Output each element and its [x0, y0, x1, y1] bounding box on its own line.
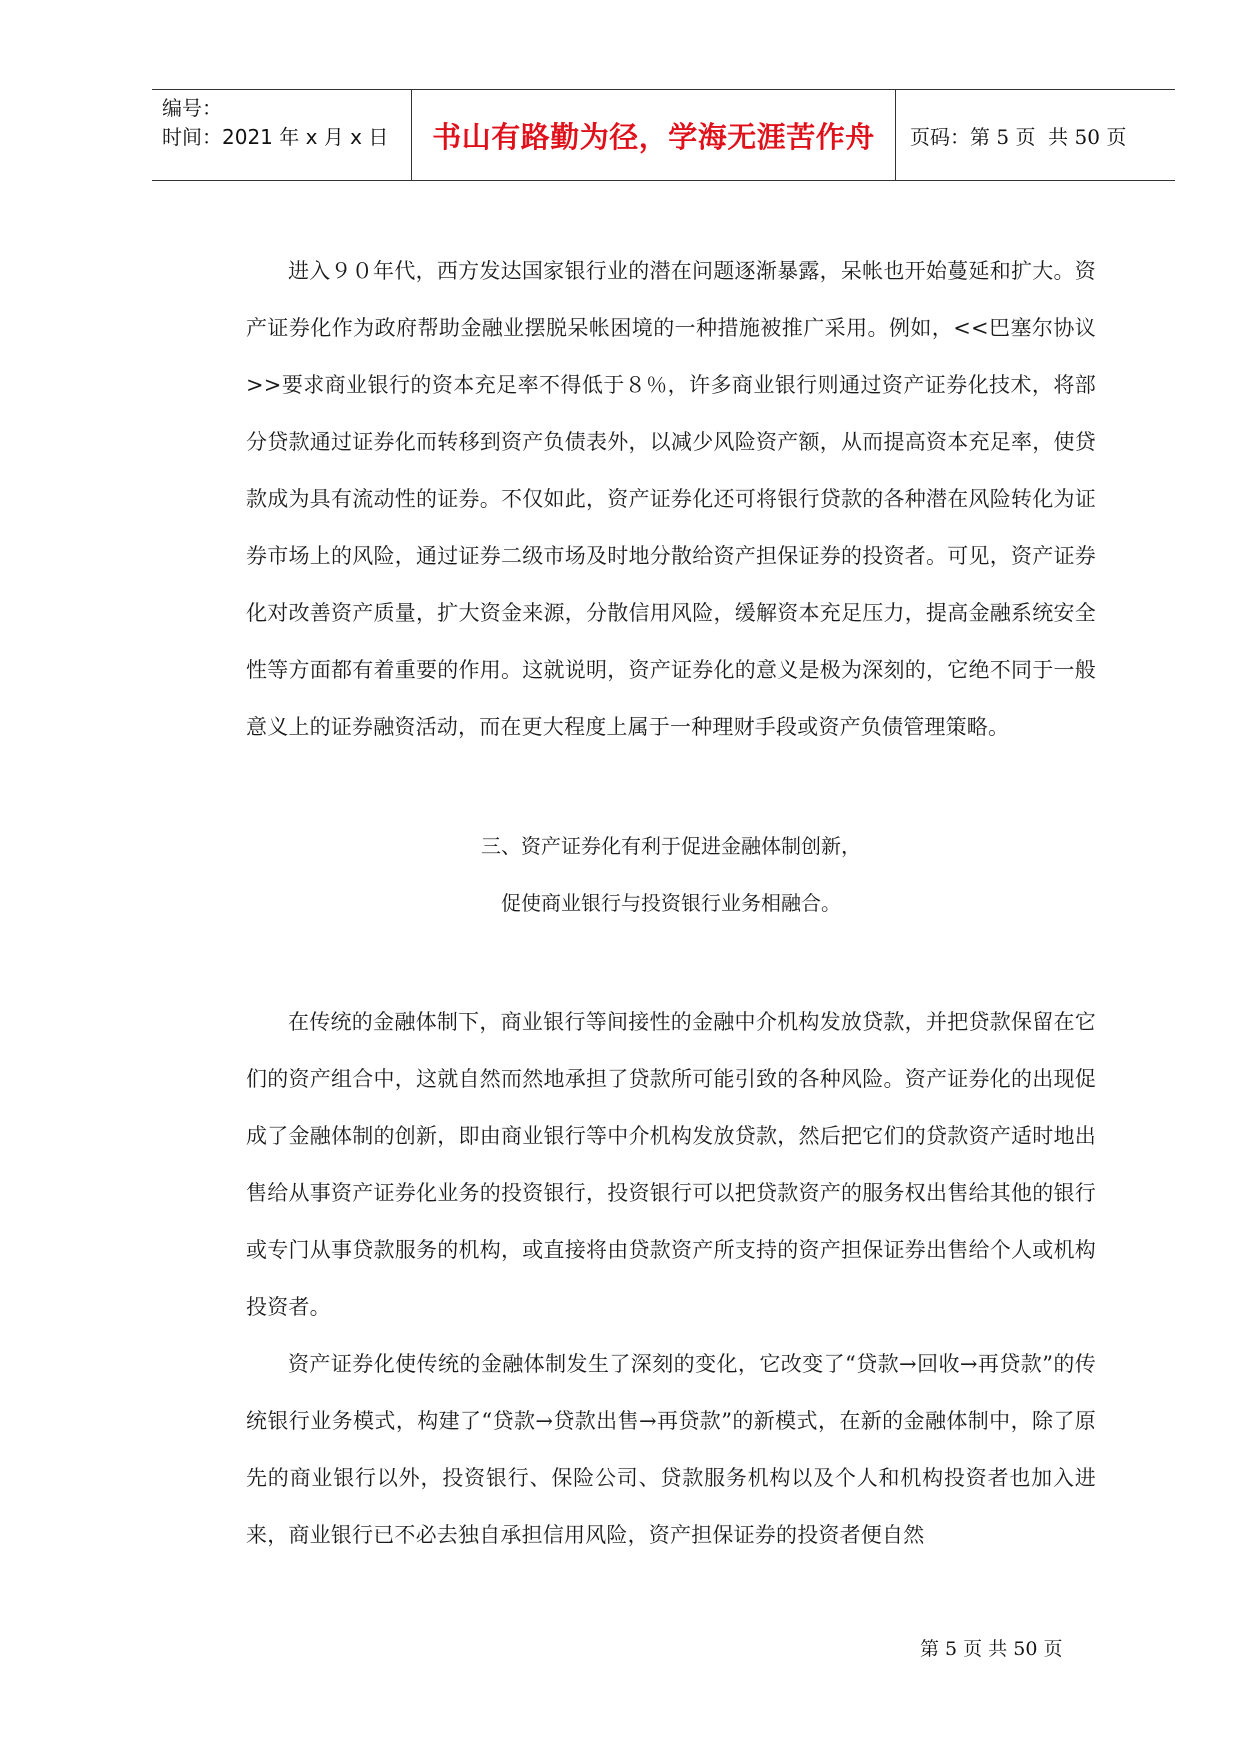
section-heading-line-2: 促使商业银行与投资银行业务相融合。 [501, 891, 841, 915]
document-body [246, 243, 1096, 1564]
section-heading-line-1: 三、资产证券化有利于促进金融体制创新， [481, 834, 861, 858]
body-paragraph: 资产证券化使传统的金融体制发生了深刻的变化，它改变了“贷款→回收→再贷款”的传统银行业务模式，构建了“贷款→贷款出售→再贷款”的新模式，在新的金融体制中，除了原先的商业银行以外，投资银行、保险公司、贷款服务机构以及个人和机构投资者也加入进来，商业银行已不必去独自承担信用风险，资产担保证券的投资者便自然 [246, 1352, 1096, 1547]
document-time-label: 时间：2021 年 x 月 x 日 [162, 125, 389, 149]
page-footer-number: 第 5 页 共 50 页 [920, 1638, 1063, 1660]
body-paragraph: 在传统的金融体制下，商业银行等间接性的金融中介机构发放贷款，并把贷款保留在它们的资产组合中，这就自然而然地承担了贷款所可能引致的各种风险。资产证券化的出现促成了金融体制的创新，即由商业银行等中介机构发放贷款，然后把它们的贷款资产适时地出售给从事资产证券化业务的投资银行，投资银行可以把贷款资产的服务权出售给其他的银行或专门从事贷款服务的机构，或直接将由贷款资产所支持的资产担保证券出售给个人或机构投资者。 [246, 1010, 1096, 1319]
header-motto: 书山有路勤为径，学海无涯苦作舟 [412, 90, 896, 180]
section-spacer [246, 932, 1096, 994]
body-paragraph: 进入９０年代，西方发达国家银行业的潜在问题逐渐暴露，呆帐也开始蔓延和扩大。资产证券化作为政府帮助金融业摆脱呆帐困境的一种措施被推广采用。例如，<<巴塞尔协议>>要求商业银行的资本充足率不得低于８％，许多商业银行则通过资产证券化技术，将部分贷款通过证券化而转移到资产负债表外，以减少风险资产额，从而提高资本充足率，使贷款成为具有流动性的证券。不仅如此，资产证券化还可将银行贷款的各种潜在风险转化为证券市场上的风险，通过证券二级市场及时地分散给资产担保证券的投资者。可见，资产证券化对改善资产质量，扩大资金来源，分散信用风险，缓解资本充足压力，提高金融系统安全性等方面都有着重要的作用。这就说明，资产证券化的意义是极为深刻的，它绝不同于一般意义上的证券融资活动，而在更大程度上属于一种理财手段或资产负债管理策略。 [246, 259, 1096, 739]
section-spacer [246, 756, 1096, 818]
document-number-label: 编号： [162, 96, 222, 120]
header-meta-cell [152, 90, 412, 180]
page-header [152, 89, 1175, 181]
header-page-info: 页码：第 5 页 共 50 页 [910, 124, 1127, 149]
